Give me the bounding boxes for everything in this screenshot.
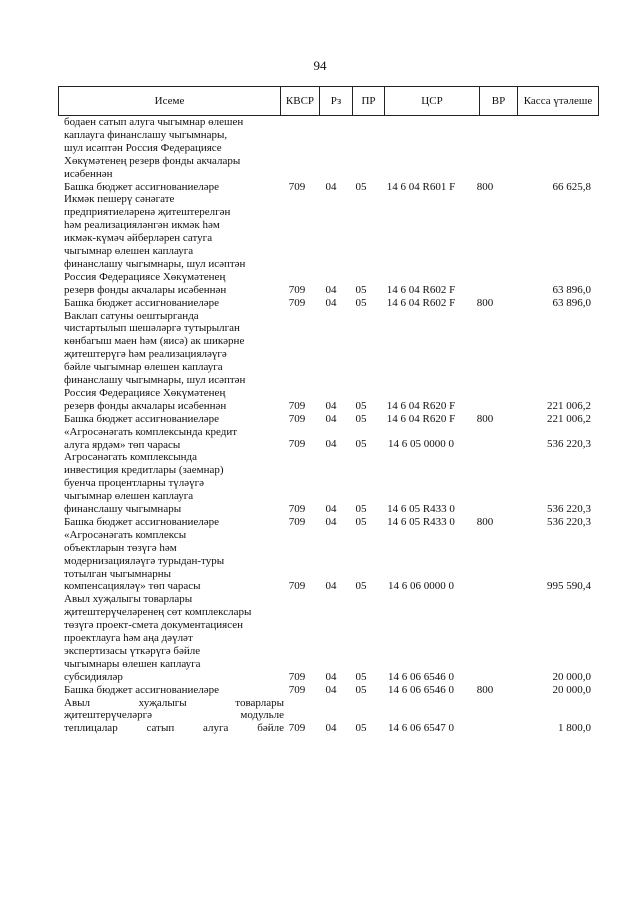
cell-csr: 14 6 05 R433 0	[387, 502, 455, 515]
table-row	[0, 684, 640, 697]
cell-rz: 04	[325, 283, 337, 296]
row-description	[64, 697, 284, 736]
description-line: көнбагыш маен һәм (яисә) ак шикәрне	[64, 335, 245, 348]
description-line: Авыл хуҗалыгы товарлары	[64, 593, 193, 606]
header-vr: ВР	[479, 87, 517, 115]
cell-csr: 14 6 06 0000 0	[388, 580, 454, 593]
description-line: Россия Федерациясе Хөкүмәтенең	[64, 270, 226, 283]
row-description	[64, 529, 284, 594]
description-line: Икмәк пешерү сәнәгате	[64, 193, 175, 206]
description-line: буенча процентларны түләүгә	[64, 477, 205, 490]
cell-pr: 05	[355, 580, 367, 593]
table-row	[0, 593, 640, 683]
cell-kvsr: 709	[288, 438, 306, 451]
cell-rz: 04	[325, 502, 337, 515]
cell-kvsr: 709	[288, 515, 306, 528]
table-row	[0, 451, 640, 516]
cell-vr: 800	[476, 296, 494, 309]
description-line: резерв фонды акчалары исәбеннән	[64, 399, 227, 412]
description-line: җитештерүчеләренең сөт комплекслары	[64, 606, 252, 619]
cell-vr: 800	[476, 683, 494, 696]
description-line: Башка бюджет ассигнованиеләре	[64, 683, 219, 696]
cell-csr: 14 6 04 R620 F	[386, 412, 456, 425]
cell-pr: 05	[355, 412, 367, 425]
cell-kvsr: 709	[288, 412, 306, 425]
cell-rz: 04	[325, 515, 337, 528]
description-line: Башка бюджет ассигнованиеләре	[64, 296, 219, 309]
cell-rz: 04	[325, 438, 337, 451]
description-line: чистартылып шешәләргә тутырылган	[64, 322, 240, 335]
table-row	[0, 310, 640, 413]
cell-rz: 04	[325, 670, 337, 683]
cell-pr: 05	[355, 399, 367, 412]
description-line: чыгымнар өлешен каплауга	[64, 245, 194, 258]
cell-csr: 14 6 06 6546 0	[388, 670, 454, 683]
cell-kvsr: 709	[288, 683, 306, 696]
cell-pr: 05	[355, 502, 367, 515]
cell-rz: 04	[325, 296, 337, 309]
cell-rz: 04	[325, 580, 337, 593]
row-description	[64, 593, 284, 683]
description-line: исәбеннән	[64, 167, 113, 180]
page-number: 94	[313, 58, 327, 73]
row-description	[64, 193, 284, 296]
cell-pr: 05	[355, 722, 367, 735]
cell-amount: 63 896,0	[552, 296, 591, 309]
description-line: теплицалар сатып алуга бәйле	[64, 722, 284, 735]
table-row	[0, 426, 640, 452]
header-amount: Касса үтәлеше	[517, 87, 598, 115]
cell-pr: 05	[355, 515, 367, 528]
cell-vr: 800	[476, 412, 494, 425]
description-line: шул исәптән Россия Федерациясе	[64, 141, 222, 154]
cell-csr: 14 6 04 R620 F	[386, 399, 456, 412]
cell-kvsr: 709	[288, 283, 306, 296]
description-line: җитештерүгә һәм реализацияләүгә	[64, 348, 227, 361]
description-line: алуга ярдәм» төп чарасы	[64, 438, 181, 451]
header-csr: ЦСР	[384, 87, 479, 115]
cell-pr: 05	[355, 670, 367, 683]
table-row	[0, 697, 640, 736]
cell-kvsr: 709	[288, 580, 306, 593]
cell-csr: 14 6 04 R601 F	[386, 180, 456, 193]
cell-pr: 05	[355, 438, 367, 451]
cell-amount: 221 006,2	[547, 399, 591, 412]
cell-amount: 63 896,0	[552, 283, 591, 296]
cell-kvsr: 709	[288, 722, 306, 735]
cell-kvsr: 709	[288, 180, 306, 193]
table-row	[0, 413, 640, 426]
cell-csr: 14 6 05 R433 0	[387, 515, 455, 528]
description-line: җитештерүчеләргә модульле	[64, 709, 284, 722]
cell-pr: 05	[355, 283, 367, 296]
description-line: субсидияләр	[64, 670, 123, 683]
description-line: финанслашу чыгымнары	[64, 503, 182, 516]
row-description	[64, 181, 284, 194]
description-line: инвестиция кредитлары (заемнар)	[64, 464, 224, 477]
table-row	[0, 193, 640, 296]
description-line: резерв фонды акчалары исәбеннән	[64, 283, 227, 296]
cell-pr: 05	[355, 683, 367, 696]
cell-kvsr: 709	[288, 296, 306, 309]
description-line: «Агросәнәгать комплексында кредит	[64, 425, 238, 438]
description-line: икмәк-күмәч әйберләрен сатуга	[64, 232, 213, 245]
description-line: Ваклап сатуны оештырганда	[64, 309, 199, 322]
cell-kvsr: 709	[288, 670, 306, 683]
description-line: Авыл хуҗалыгы товарлары	[64, 696, 284, 709]
cell-amount: 20 000,0	[552, 670, 591, 683]
description-line: чыгымнар өлешен каплауга	[64, 490, 194, 503]
row-description	[64, 516, 284, 529]
cell-csr: 14 6 06 6547 0	[388, 722, 454, 735]
header-rz: Рз	[319, 87, 352, 115]
description-line: Башка бюджет ассигнованиеләре	[64, 515, 219, 528]
cell-amount: 536 220,3	[547, 502, 591, 515]
cell-csr: 14 6 05 0000 0	[388, 438, 454, 451]
cell-amount: 1 800,0	[558, 722, 591, 735]
cell-rz: 04	[325, 412, 337, 425]
cell-amount: 536 220,3	[547, 438, 591, 451]
cell-vr: 800	[476, 180, 494, 193]
row-description	[64, 297, 284, 310]
cell-kvsr: 709	[288, 502, 306, 515]
row-description	[64, 310, 284, 413]
description-line: бәйле чыгымнар өлешен каплауга	[64, 361, 223, 374]
row-description	[64, 451, 284, 516]
cell-vr: 800	[476, 515, 494, 528]
description-line: Башка бюджет ассигнованиеләре	[64, 412, 219, 425]
cell-amount: 536 220,3	[547, 515, 591, 528]
table-row	[0, 516, 640, 529]
description-line: модернизацияләүгә турыдан-туры	[64, 554, 225, 567]
table-row	[0, 297, 640, 310]
row-description	[64, 413, 284, 426]
description-line: Россия Федерациясе Хөкүмәтенең	[64, 386, 226, 399]
cell-amount: 221 006,2	[547, 412, 591, 425]
cell-amount: 66 625,8	[552, 180, 591, 193]
table-row	[0, 116, 640, 181]
table-row	[0, 529, 640, 594]
row-description	[64, 684, 284, 697]
description-line: һәм реализацияләнгән икмәк һәм	[64, 219, 220, 232]
row-description	[64, 426, 284, 452]
header-kvsr: КВСР	[280, 87, 319, 115]
cell-rz: 04	[325, 180, 337, 193]
cell-csr: 14 6 04 R602 F	[386, 283, 456, 296]
description-line: каплауга финанслашу чыгымнары,	[64, 128, 228, 141]
header-name: Исеме	[154, 94, 185, 107]
description-line: объектларын төзүгә һәм	[64, 541, 177, 554]
cell-amount: 20 000,0	[552, 683, 591, 696]
description-line: «Агросәнәгать комплексы	[64, 528, 187, 541]
description-line: компенсацияләү» төп чарасы	[64, 580, 201, 593]
row-description	[64, 116, 284, 181]
cell-csr: 14 6 04 R602 F	[386, 296, 456, 309]
description-line: экспертизасы үткәрүгә бәйле	[64, 644, 201, 657]
cell-pr: 05	[355, 296, 367, 309]
description-line: финанслашу чыгымнары, шул исәптән	[64, 374, 246, 387]
cell-kvsr: 709	[288, 399, 306, 412]
table-row	[0, 181, 640, 194]
cell-rz: 04	[325, 683, 337, 696]
cell-amount: 995 590,4	[547, 580, 591, 593]
header-pr: ПР	[352, 87, 384, 115]
cell-rz: 04	[325, 399, 337, 412]
description-line: бодаен сатып алуга чыгымнар өлешен	[64, 116, 244, 128]
description-line: Башка бюджет ассигнованиеләре	[64, 180, 219, 193]
description-line: тотылган чыгымнарны	[64, 567, 172, 580]
description-line: проектлауга һәм аңа дәүләт	[64, 632, 193, 645]
cell-csr: 14 6 06 6546 0	[388, 683, 454, 696]
description-line: Агросәнәгать комплексында	[64, 451, 197, 464]
cell-rz: 04	[325, 722, 337, 735]
cell-pr: 05	[355, 180, 367, 193]
description-line: финанслашу чыгымнары, шул исәптән	[64, 257, 246, 270]
description-line: Хөкүмәтенең резерв фонды акчалары	[64, 154, 241, 167]
description-line: төзүгә проект-смета документациясен	[64, 619, 243, 632]
description-line: чыгымнары өлешен каплауга	[64, 657, 201, 670]
description-line: предприятиеләренә җитештерелгән	[64, 206, 231, 219]
